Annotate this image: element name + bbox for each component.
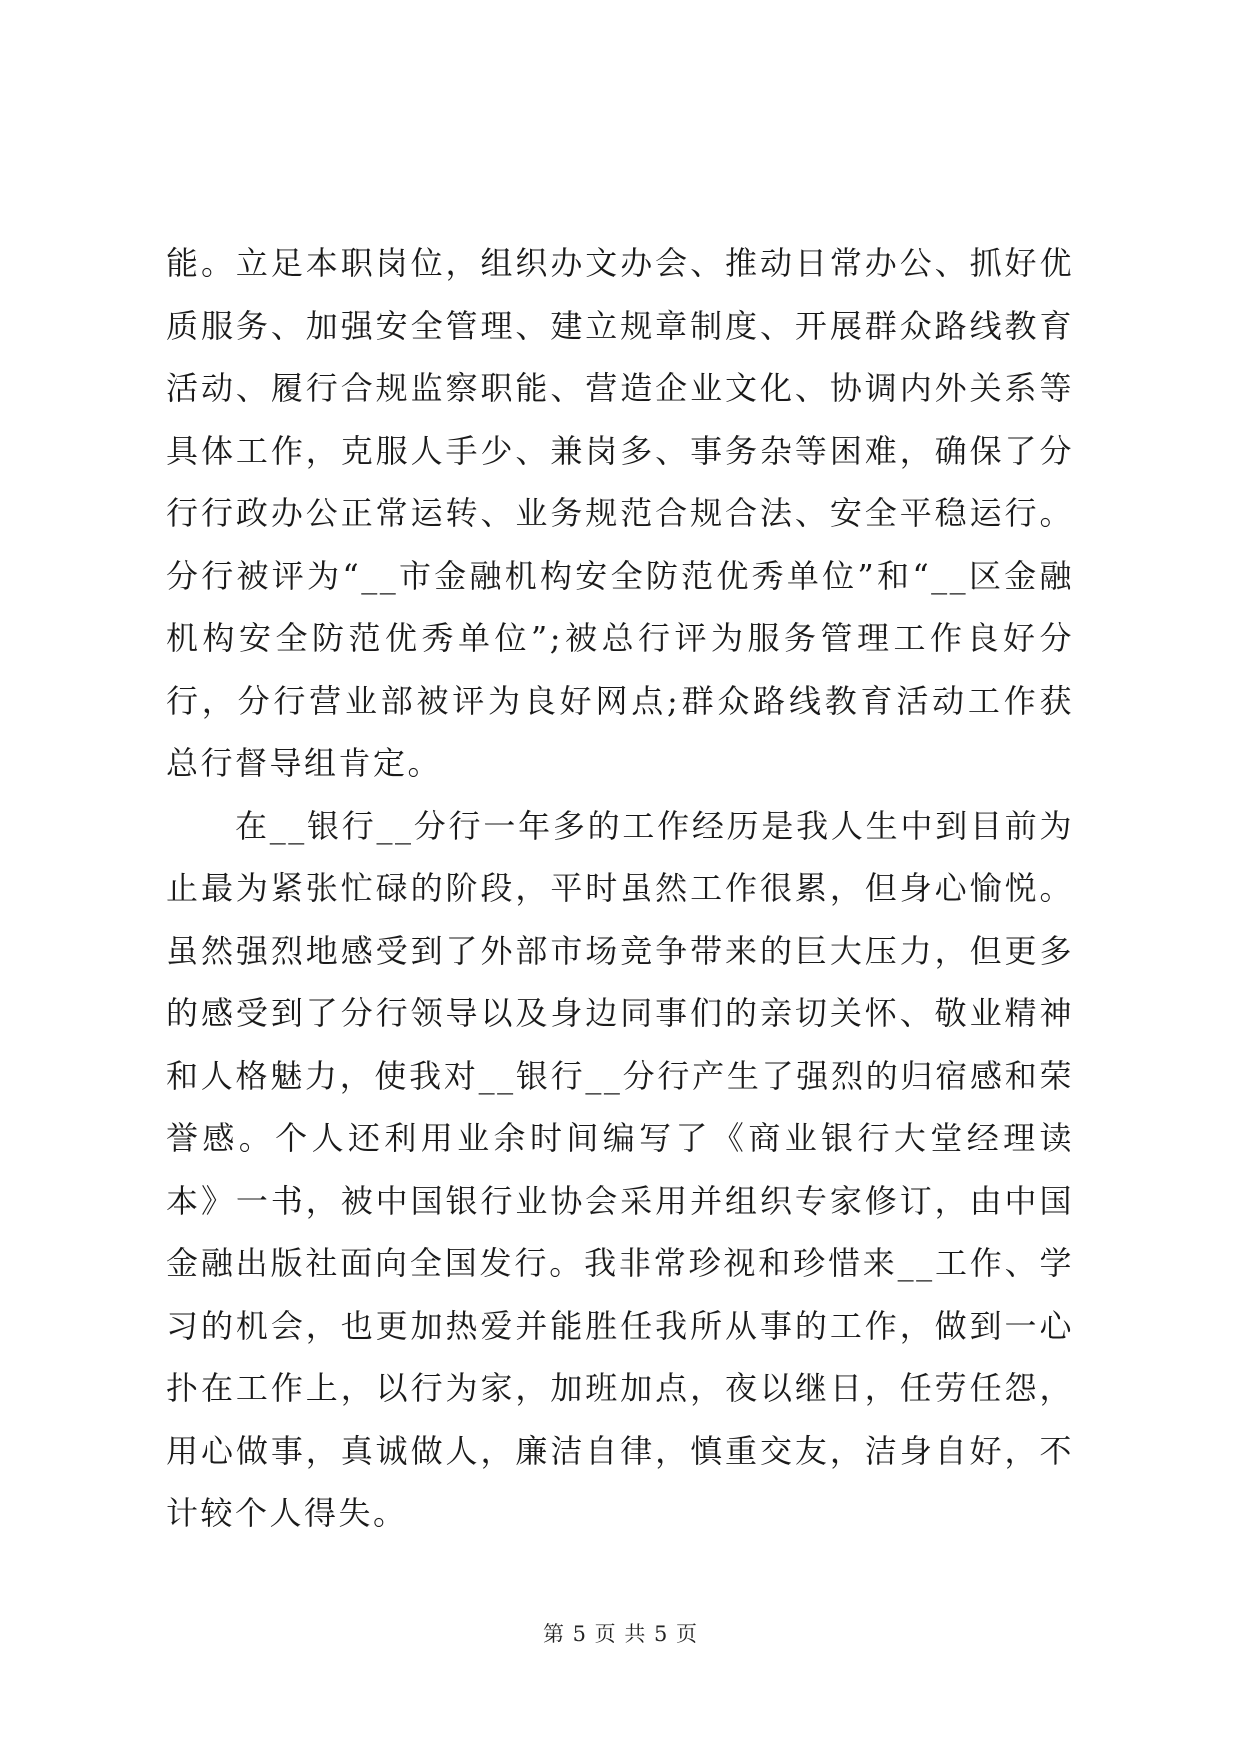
document-body — [166, 232, 1074, 1545]
paragraph-2: 在__银行__分行一年多的工作经历是我人生中到目前为止最为紧张忙碌的阶段，平时虽然工作很累，但身心愉悦。虽然强烈地感受到了外部市场竞争带来的巨大压力，但更多的感受到了分行领导以及身边同事们的亲切关怀、敬业精神和人格魅力，使我对__银行__分行产生了强烈的归宿感和荣誉感。个人还利用业余时间编写了《商业银行大堂经理读本》一书，被中国银行业协会采用并组织专家修订，由中国金融出版社面向全国发行。我非常珍视和珍惜来__工作、学习的机会，也更加热爱并能胜任我所从事的工作，做到一心扑在工作上，以行为家，加班加点，夜以继日，任劳任怨，用心做事，真诚做人，廉洁自律，慎重交友，洁身自好，不计较个人得失。 — [166, 806, 1074, 1532]
paragraph-1: 能。立足本职岗位，组织办文办会、推动日常办公、抓好优质服务、加强安全管理、建立规章制度、开展群众路线教育活动、履行合规监察职能、营造企业文化、协调内外关系等具体工作，克服人手少、兼岗多、事务杂等困难，确保了分行行政办公正常运转、业务规范合规合法、安全平稳运行。分行被评为“__市金融机构安全防范优秀单位”和“__区金融机构安全防范优秀单位”;被总行评为服务管理工作良好分行，分行营业部被评为良好网点;群众路线教育活动工作获总行督导组肯定。 — [166, 244, 1074, 782]
page-footer: 第 5 页 共 5 页 — [542, 1622, 699, 1646]
